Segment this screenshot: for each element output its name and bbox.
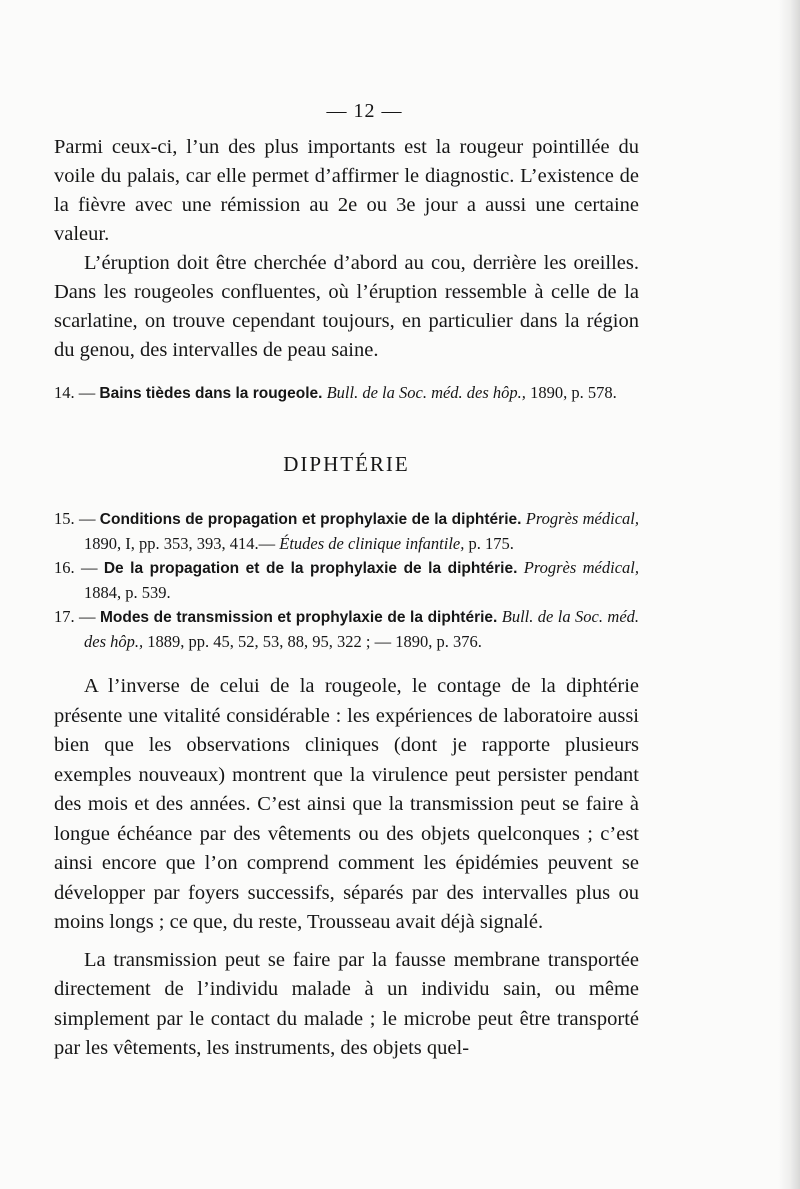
reference-source: Bull. de la Soc. méd. des hôp.,	[84, 607, 640, 651]
paragraph-4: La transmission peut se faire par la fausse membrane transportée directement de l’individu malade à un individu sain, ou même simplement par le contact du malade ; le microbe peut être transporté par les vêtements, les instruments, des objets quel-	[54, 948, 639, 1059]
reference-title: Bains tièdes dans la rougeole.	[99, 385, 323, 402]
reference-title: De la propagation et de la prophylaxie de la diphtérie.	[103, 560, 518, 577]
reference-details: 1889, pp. 45, 52, 53, 88, 95, 322 ; — 1890, p. 376.	[147, 632, 482, 651]
paragraph-3: A l’inverse de celui de la rougeole, le contage de la diphtérie présente une vitalité considérable : les expériences de laboratoire aussi bien que les observations cliniques (dont je rapporte plusieurs exemples nouveaux) montrent que la virulence peut persister pendant des mois et des années. C’est ainsi que la transmission peut se faire à longue échéance par des vêtements ou des objets quelconques ; c’est ainsi encore que l’on comprend comment les épidémies peuvent se développer par foyers successifs, séparés par des intervalles plus ou moins longs ; ce que, du reste, Trousseau avait déjà signalé.	[54, 675, 639, 933]
reference-details-2: p. 175.	[468, 534, 514, 553]
reference-details: 1890, p. 578.	[530, 383, 617, 402]
reference-number: 17. —	[54, 607, 96, 626]
reference-source: Bull. de la Soc. méd. des hôp.,	[326, 383, 526, 402]
reference-title: Modes de transmission et prophylaxie de la diphtérie.	[99, 609, 498, 626]
reference-source: Progrès médical,	[525, 509, 639, 528]
reference-title: Conditions de propagation et prophylaxie de la diphtérie.	[99, 511, 522, 528]
references-diphterie	[54, 507, 639, 654]
paragraph-1: Parmi ceux-ci, l’un des plus importants est la rougeur pointillée du voile du palais, car elle permet d’affirmer le diagnostic. L’existence de la fièvre avec une rémission au 2e ou 3e jour a aussi une certaine valeur.	[54, 136, 639, 245]
reference-source: Progrès médical,	[523, 558, 639, 577]
reference-number: 14. —	[54, 383, 96, 402]
page-edge-shadow	[778, 0, 800, 1189]
section-heading: DIPHTÉRIE	[283, 452, 410, 476]
reference-details: 1884, p. 539.	[84, 583, 171, 602]
diphterie-body	[54, 672, 639, 1064]
reference-item-17	[54, 605, 639, 654]
reference-source-2: Études de clinique infantile,	[279, 534, 465, 553]
paragraph-2: L’éruption doit être cherchée d’abord au cou, derrière les oreilles. Dans les rougeoles confluentes, où l’éruption ressemble à celle de la scarlatine, on trouve cependant toujours, en particulier dans la région du genou, des intervalles de peau saine.	[54, 252, 639, 361]
reference-item-16	[54, 556, 639, 605]
page-number: — 12 —	[326, 100, 403, 122]
reference-number: 16. —	[54, 558, 98, 577]
page-content	[54, 100, 639, 1064]
reference-item-14	[54, 381, 639, 406]
reference-number: 15. —	[54, 509, 96, 528]
references-rougeole	[54, 381, 639, 406]
reference-item-15	[54, 507, 639, 556]
reference-details: 1890, I, pp. 353, 393, 414.—	[84, 534, 276, 553]
